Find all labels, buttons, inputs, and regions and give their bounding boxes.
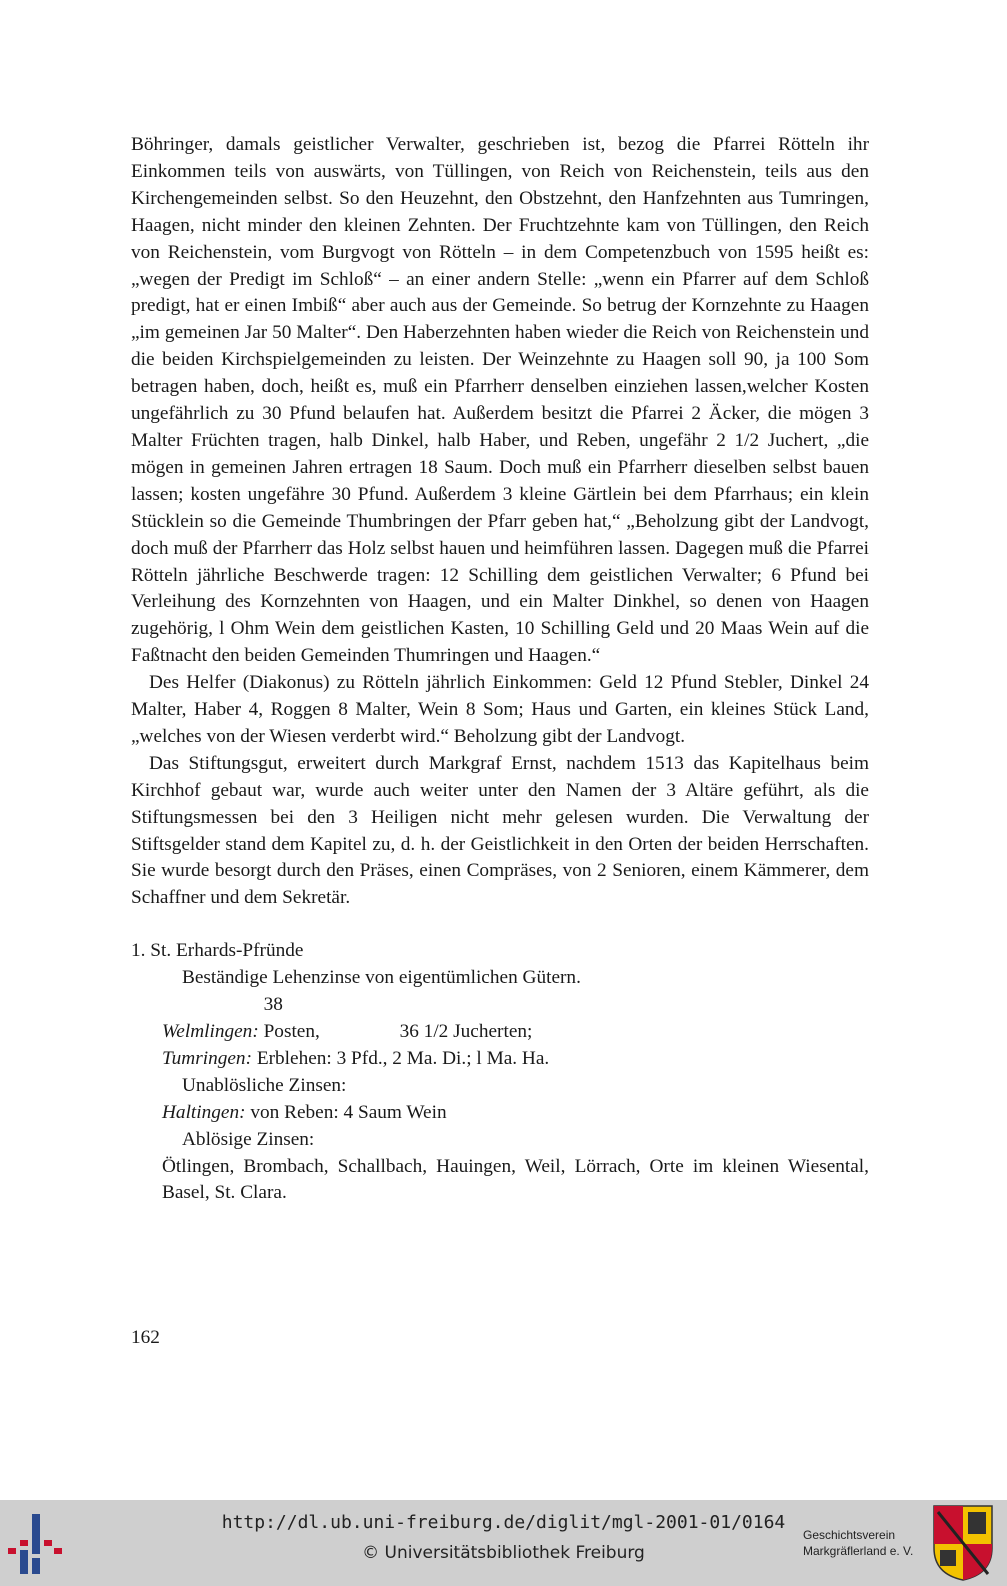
list-value: 36 1/2 Jucherten; — [399, 1021, 533, 1042]
place-name: Tumringen: — [162, 1047, 252, 1069]
copyright-notice: © Universitätsbibliothek Freiburg — [362, 1543, 645, 1563]
body-text — [131, 132, 869, 1207]
list-line — [131, 1046, 869, 1073]
place-name: Haltingen: — [162, 1101, 246, 1123]
coat-of-arms-icon — [932, 1504, 994, 1582]
paragraph: Böhringer, damals geistlicher Verwalter, geschrieben ist, bezog die Pfarrei Rötteln ihr Einkommen teils von auswärts, von Tüllingen, von Reich von Reichenstein, teils aus den Kirchengemeinden selbst. So den Heuzehnt, den Obstzehnt, den Hanfzehnten aus Tumringen, Haagen, nicht minder den kleinen Zehnten. Der Fruchtzehnte kam von Tüllingen, den Reich von Reichenstein, vom Burgvogt von Rötteln – in dem Competenzbuch von 1595 heißt es: „wegen der Predigt im Schloß“ – an einer andern Stelle: „wenn ein Pfarrer auf dem Schloß predigt, hat er einen Imbiß“ aber auch aus der Gemeinde. So betrug der Kornzehnte zu Haagen „im gemeinen Jar 50 Malter“. Den Haberzehnten haben wieder die Reich von Reichenstein und die beiden Kirchspielgemeinden zu leisten. Der Weinzehnte zu Haagen soll 90, ja 100 Som betragen haben, doch, heißt es, muß ein Pfarrherr denselben einziehen lassen,welcher Kosten ungefährlich zu 30 Pfund belaufen hat. Außerdem besitzt die Pfarrei 2 Äcker, die mögen 3 Malter Früchten tragen, halb Dinkel, halb Haber, und Reben, ungefähr 2 1/2 Juchert, „die mögen in gemeinen Jahren ertragen 18 Saum. Doch muß ein Pfarrherr dieselben selbst bauen lassen; kosten ungefähre 30 Pfund. Außerdem 3 kleine Gärtlein bei dem Pfarrhaus; ein klein Stücklein so die Gemeinde Thumbringen der Pfarr geben hat,“ „Beholzung gibt der Landvogt, doch muß der Pfarrherr das Holz selbst hauen und heimführen lassen. Dagegen muß die Pfarrei Rötteln jährliche Beschwerde tragen: 12 Schilling dem geistlichen Verwalter; 6 Pfund bei Verleihung des Kornzehnten von Haagen, und ein Malter Dinkhel, so denen von Haagen zugehörig, l Ohm Wein dem geistlichen Kasten, 10 Schilling Geld und 20 Maas Wein auf die Faßtnacht den beiden Gemeinden Thumringen und Haagen.“ — [131, 134, 869, 667]
paragraph: Das Stiftungsgut, erweitert durch Markgraf Ernst, nachdem 1513 das Kapitelhaus beim Kirchhof gebaut war, wurde auch weiter unter den Namen der 3 Altäre geführt, als die Stiftungsmessen bei den 3 Heiligen nicht mehr gelesen wurden. Die Verwaltung der Stiftsgelder stand dem Kapitel zu, d. h. der Geistlichkeit in den Orten der beiden Herrschaften. Sie wurde besorgt durch den Präses, einen Compräses, von 2 Senioren, einem Kämmerer, dem Schaffner und dem Sekretär. — [131, 752, 869, 909]
list-line: Ötlingen, Brombach, Schallbach, Hauingen, Weil, Lörrach, Orte im kleinen Wiesental, Basel, St. Clara. — [162, 1155, 869, 1204]
page-number: 162 — [131, 1327, 160, 1348]
source-url-link[interactable]: http://dl.ub.uni-freiburg.de/diglit/mgl-2001-01/0164 — [221, 1512, 786, 1533]
list-line: Beständige Lehenzinse von eigentümlichen Gütern. — [182, 967, 581, 989]
list-line — [131, 1100, 869, 1127]
section-heading: 1. St. Erhards-Pfründe — [131, 940, 304, 962]
society-name — [803, 1527, 928, 1559]
society-name-line: Geschichtsverein — [803, 1528, 896, 1542]
paragraph: Des Helfer (Diakonus) zu Rötteln jährlich Einkommen: Geld 12 Pfund Stebler, Dinkel 24 Malter, Haber 4, Roggen 8 Malter, Wein 8 Som; Haus und Garten, ein kleines Stück Land, „welches von der Wiesen verderbt wird.“ Beholzung gibt der Landvogt. — [131, 672, 869, 747]
list-line: Ablösige Zinsen: — [182, 1128, 315, 1150]
society-name-line: Markgräflerland e. V. — [803, 1544, 914, 1558]
place-name: Welmlingen: — [162, 1021, 259, 1042]
list-line — [131, 992, 869, 1046]
list-value: 38 Posten, — [263, 994, 320, 1042]
footer-bar — [0, 1500, 1007, 1586]
list-value: Erblehen: 3 Pfd., 2 Ma. Di.; l Ma. Ha. — [256, 1047, 550, 1069]
list-value: von Reben: 4 Saum Wein — [250, 1101, 447, 1123]
list-line: Unablösliche Zinsen: — [182, 1074, 347, 1096]
